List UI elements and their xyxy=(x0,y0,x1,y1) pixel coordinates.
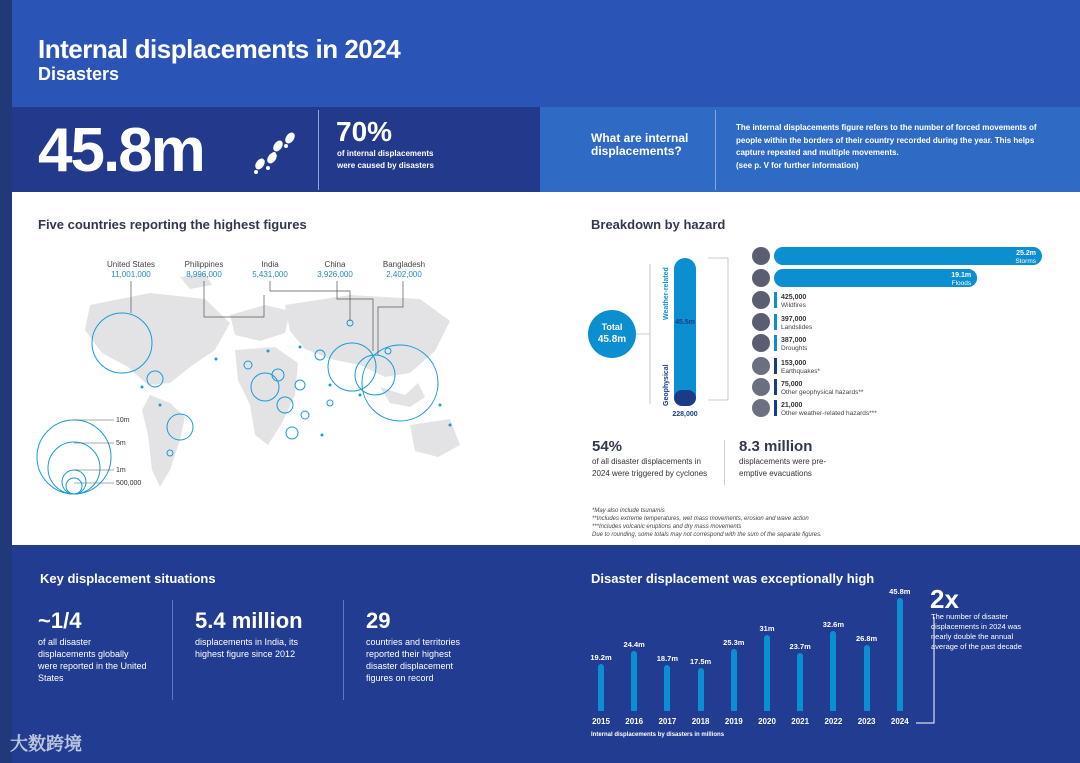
weather-value: 45.5m xyxy=(675,319,695,326)
cyclone-text: of all disaster displacements in 2024 were triggered by cyclones xyxy=(592,457,708,478)
hazard-name: Droughts xyxy=(781,345,808,352)
trend-title: Disaster displacement was exceptionally high xyxy=(591,571,875,586)
trend-year-label: 2015 xyxy=(592,717,610,726)
trend-year-label: 2023 xyxy=(857,717,876,726)
trend-year-label: 2018 xyxy=(691,717,710,726)
trend-bar-label: 32.6m xyxy=(822,619,845,629)
definition-body xyxy=(736,122,1046,172)
hazard-value: 25.2m xyxy=(1016,250,1036,257)
trend-caption: Internal displacements by disasters in millions xyxy=(591,732,725,738)
hazard-name: Floods xyxy=(951,280,972,287)
hazard-value: 153,000 xyxy=(781,360,807,367)
country-value: 3,926,000 xyxy=(317,270,353,279)
hazard-bar xyxy=(774,358,777,374)
geo-value: 228,000 xyxy=(672,411,698,418)
evacuation-value: 8.3 million xyxy=(739,438,813,455)
countries-title: Five countries reporting the highest figures xyxy=(38,217,307,232)
country-label xyxy=(295,260,375,280)
multiplier-value: 2x xyxy=(930,584,959,614)
hazard-icon xyxy=(752,357,770,375)
total-circle-value: 45.8m xyxy=(597,334,627,345)
hazard-icon xyxy=(752,291,770,309)
trend-bar xyxy=(764,635,770,711)
left-edge xyxy=(0,0,12,763)
hazard-name: Wildfires xyxy=(781,302,806,309)
multiplier-text: The number of disaster displacements in 2024 was nearly double the annual average of the past decade xyxy=(931,612,1022,651)
trend-bar xyxy=(830,631,836,711)
trend-bar-label: 31m xyxy=(759,623,775,633)
hazard-bar xyxy=(774,314,777,330)
country-name: India xyxy=(261,260,279,269)
map-size-legend xyxy=(36,415,116,497)
definition-see: (see p. V for further information) xyxy=(736,160,859,170)
trend-bar xyxy=(797,653,803,711)
legend-1m: 1m xyxy=(116,467,126,474)
trend-bar xyxy=(897,598,903,711)
trend-bar-label: 26.8m xyxy=(855,634,878,644)
trend-bar xyxy=(631,651,637,711)
trend-bar-label: 23.7m xyxy=(789,641,811,651)
trend-year-label: 2020 xyxy=(758,717,776,726)
country-value: 8,996,000 xyxy=(186,270,222,279)
trend-year-label: 2016 xyxy=(625,717,644,726)
stack-bar-geophysical xyxy=(674,390,696,406)
hazard-icon xyxy=(752,399,770,417)
trend-year-label: 2017 xyxy=(658,717,677,726)
hazard-icon xyxy=(752,247,770,265)
country-value: 2,402,000 xyxy=(386,270,422,279)
footnotes xyxy=(592,507,822,539)
page-title: Internal displacements in 2024 xyxy=(38,34,401,64)
trend-bar-label: 17.5m xyxy=(689,657,712,666)
hazard-bar xyxy=(774,269,977,287)
trend-bar-label: 19.2m xyxy=(590,652,612,662)
key-stat-text: displacements in India, its highest figure since 2012 xyxy=(195,637,299,659)
hazard-value: 387,000 xyxy=(781,337,807,344)
geo-label: Geophysical xyxy=(663,364,670,406)
hazard-icon xyxy=(752,334,770,352)
watermark: 大数跨境 xyxy=(10,734,82,754)
hazard-name: Other geophysical hazards** xyxy=(781,389,864,396)
key-stat-text: of all disaster displacements globally were reported in the United States xyxy=(38,637,147,683)
footprints-icon xyxy=(248,124,300,176)
legend-5m: 5m xyxy=(116,440,126,447)
hazard-chart xyxy=(580,240,1060,425)
country-label xyxy=(364,260,444,280)
hazard-name: Earthquakes* xyxy=(781,368,821,375)
hazard-title: Breakdown by hazard xyxy=(591,217,726,232)
country-value: 11,001,000 xyxy=(111,270,151,279)
hazard-value: 75,000 xyxy=(781,381,803,388)
country-name: China xyxy=(324,260,346,269)
hazard-name: Landslides xyxy=(781,324,813,331)
evacuation-text: displacements were pre-emptive evacuations xyxy=(739,457,827,478)
divider xyxy=(343,600,344,700)
key-stat-text: countries and territories reported their highest disaster displacement figures on record xyxy=(366,637,461,683)
trend-year-label: 2022 xyxy=(824,717,843,726)
divider xyxy=(318,110,319,190)
definition-text: The internal displacements figure refers to the number of forced movements of people within the borders of their country recorded during the year. This helps capture repeated and multiple movements. xyxy=(736,123,1037,157)
trend-bar-label: 25.3m xyxy=(723,637,745,647)
hazard-icon xyxy=(752,313,770,331)
hazard-icon xyxy=(752,269,770,287)
trend-bar-label: 45.8m xyxy=(889,587,911,597)
hazard-value: 19.1m xyxy=(951,272,972,279)
legend-10m: 10m xyxy=(116,417,130,424)
hazard-value: 21,000 xyxy=(781,402,803,409)
stack-bar xyxy=(674,258,696,406)
divider xyxy=(172,600,173,700)
trend-bar-label: 24.4m xyxy=(623,640,645,650)
divider xyxy=(715,110,716,190)
key-stat-value: 5.4 million xyxy=(195,608,303,633)
cyclone-share: 54% xyxy=(592,438,623,455)
page-subtitle: Disasters xyxy=(38,64,120,84)
legend-500k: 500,000 xyxy=(116,480,142,487)
hazard-value: 397,000 xyxy=(781,316,807,323)
country-name: United States xyxy=(106,260,156,269)
trend-year-label: 2021 xyxy=(791,717,810,726)
hazard-value: 425,000 xyxy=(781,294,807,301)
key-stat-value: ~1/4 xyxy=(38,608,82,633)
total-value: 45.8m xyxy=(38,116,204,185)
hazard-icon xyxy=(752,378,770,396)
share-text: of internal displacements were caused by disasters xyxy=(337,149,434,170)
hazard-bar xyxy=(774,400,777,416)
trend-year-label: 2019 xyxy=(724,717,743,726)
footnote: *May also include tsunamis xyxy=(592,508,665,514)
hazard-bar xyxy=(774,335,777,351)
key-stat-value: 29 xyxy=(366,608,391,633)
divider xyxy=(724,440,725,485)
hazard-name: Other weather-related hazards*** xyxy=(781,410,877,417)
footnote: **Includes extreme temperatures, wet mass movements, erosion and wave action xyxy=(592,516,809,522)
country-name: Bangladesh xyxy=(382,260,426,269)
hazard-name: Storms xyxy=(1015,258,1036,265)
country-name: Philippines xyxy=(184,260,224,269)
footnote: Due to rounding, some totals may not correspond with the sum of the separate figures. xyxy=(592,532,822,538)
country-value: 5,431,000 xyxy=(252,270,288,279)
weather-label: Weather-related xyxy=(663,267,670,320)
trend-bar-label: 18.7m xyxy=(656,654,679,664)
trend-year-label: 2024 xyxy=(890,717,909,726)
share-value: 70% xyxy=(336,116,393,147)
hazard-bar xyxy=(774,292,777,308)
trend-bar xyxy=(731,649,737,711)
trend-bar xyxy=(864,645,870,711)
hazard-bar xyxy=(774,247,1042,265)
hazard-bar xyxy=(774,379,777,395)
trend-bar xyxy=(664,665,670,711)
definition-question: What are internal displacements? xyxy=(591,131,689,158)
key-situations-title: Key displacement situations xyxy=(40,571,216,586)
trend-bar xyxy=(598,664,604,711)
footnote: ***Includes volcanic eruptions and dry mass movements xyxy=(592,524,742,530)
total-circle-label: Total xyxy=(601,322,623,332)
country-label xyxy=(91,260,171,280)
trend-bar xyxy=(698,668,704,711)
